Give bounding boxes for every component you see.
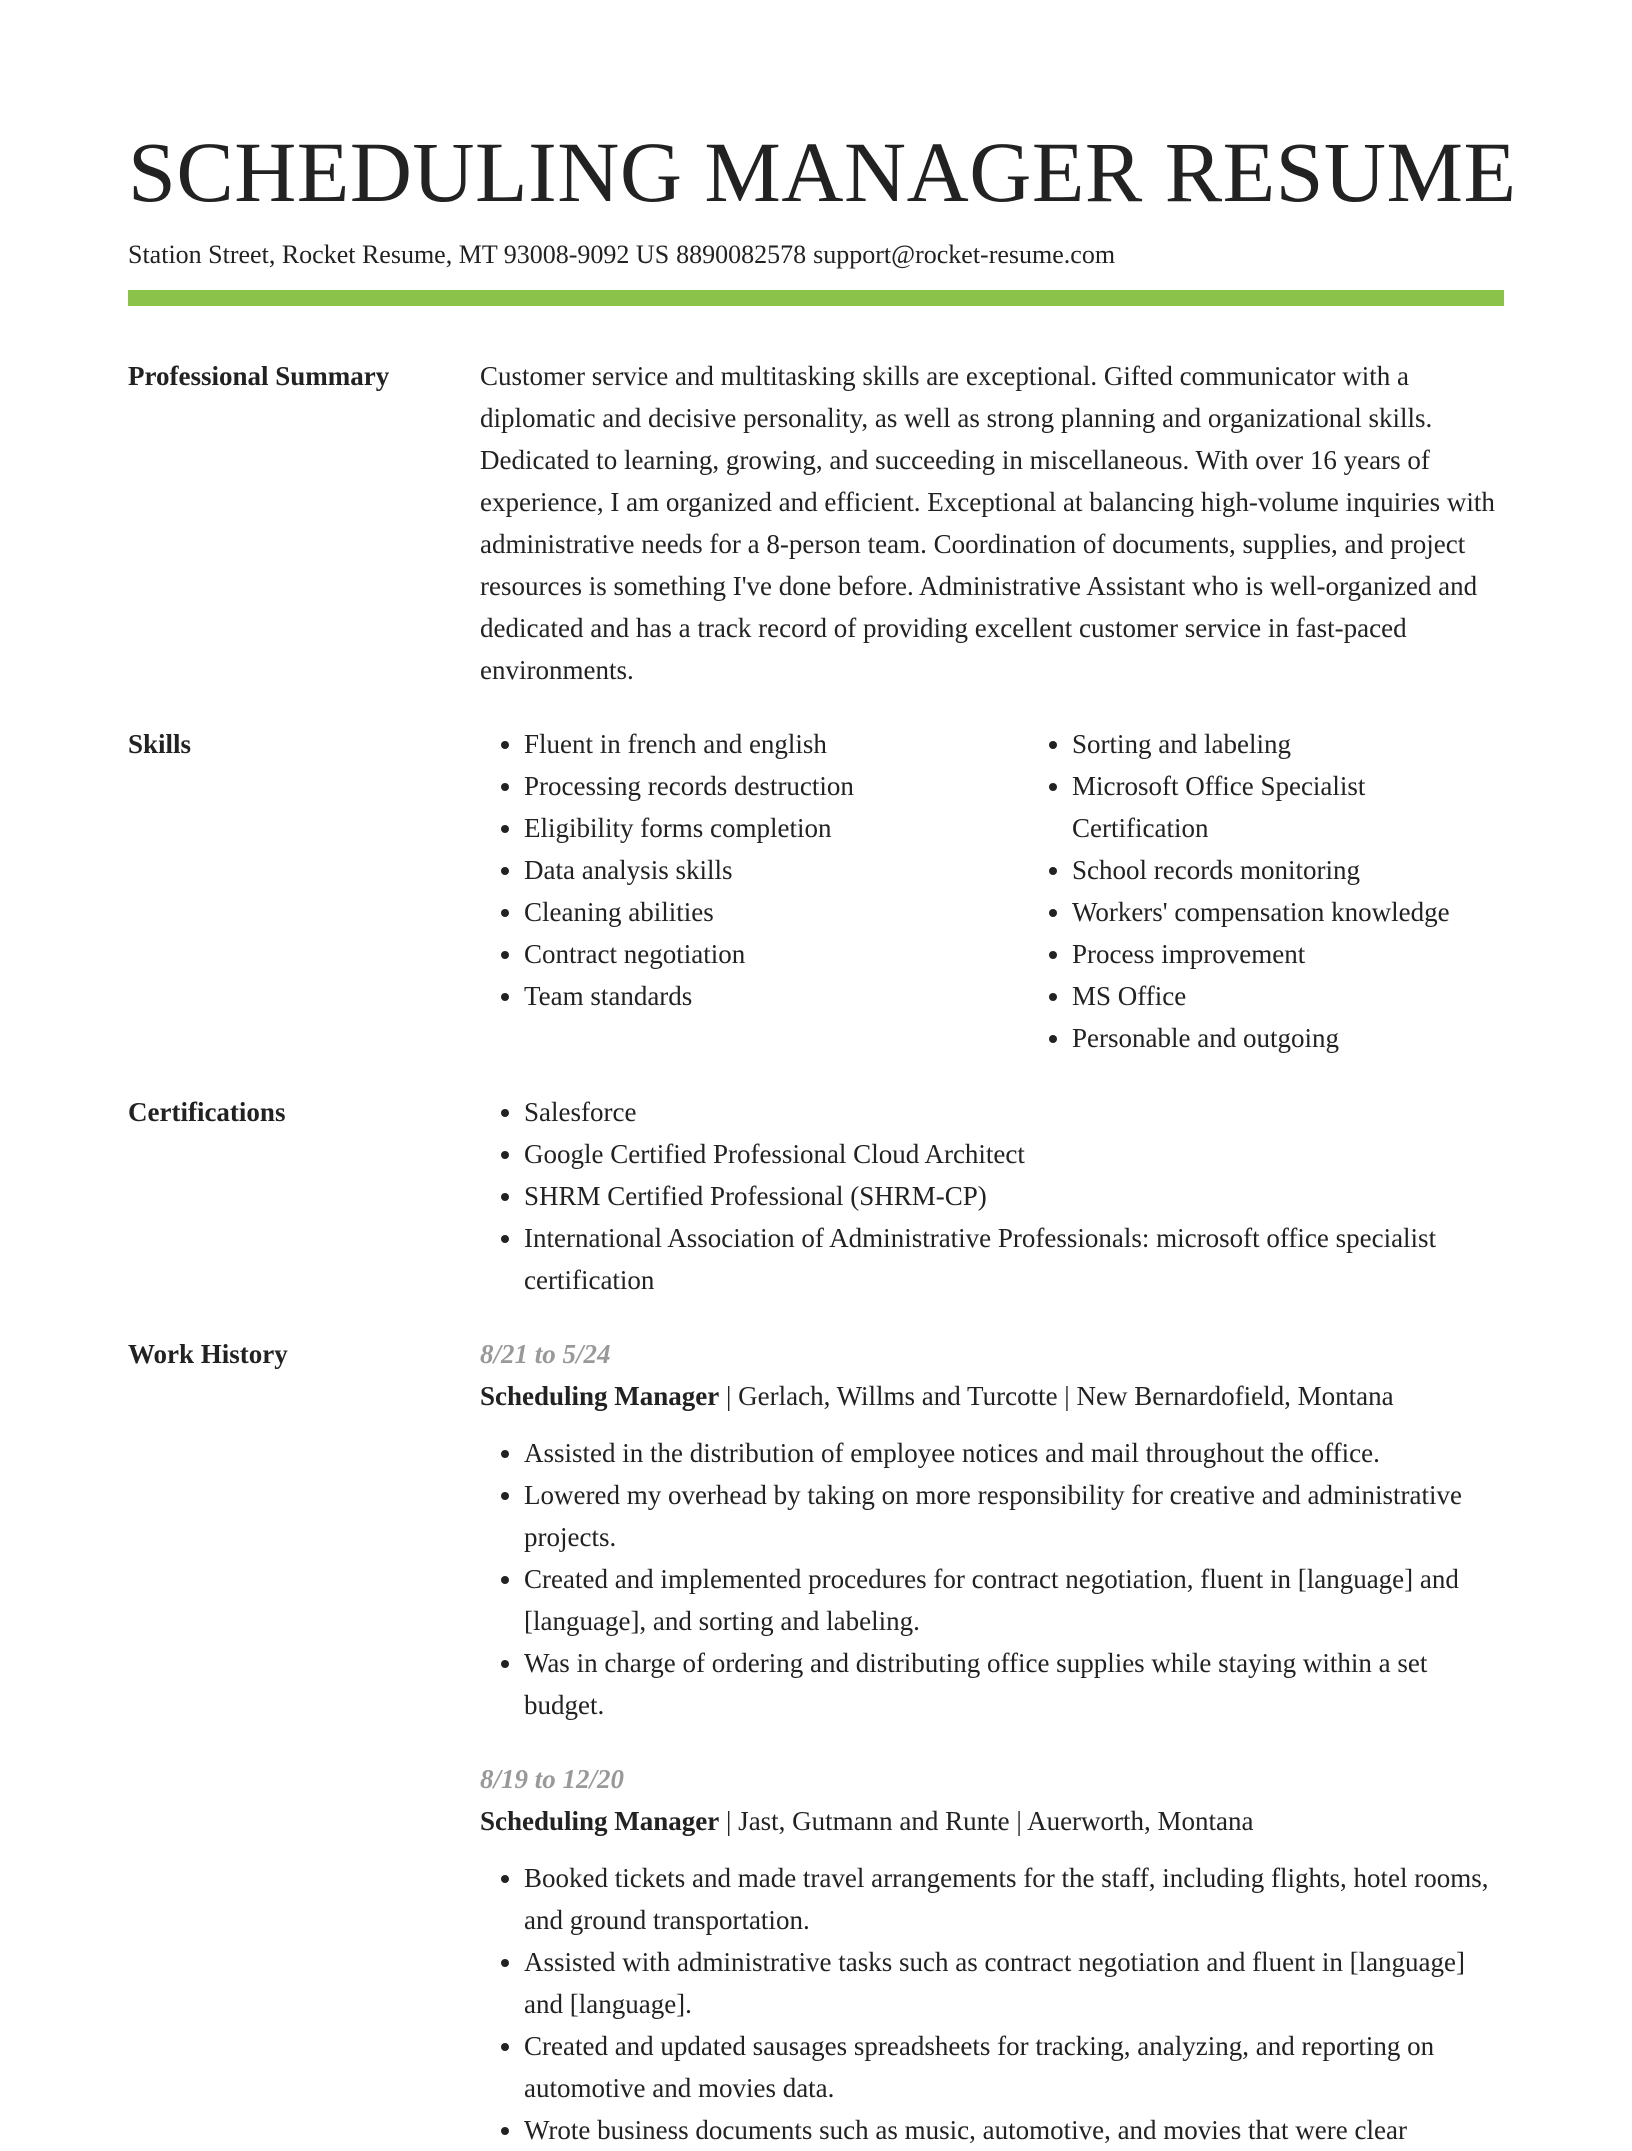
job-bullets <box>480 1857 1504 2151</box>
section-professional-summary <box>128 355 1504 691</box>
skill-item: • MS Office <box>1072 975 1504 1017</box>
skill-item: • Personable and outgoing <box>1072 1017 1504 1059</box>
job-dates: 8/21 to 5/24 <box>480 1339 611 1369</box>
skill-item: • Workers' compensation knowledge <box>1072 891 1504 933</box>
certification-item: • International Association of Administrative Professionals: microsoft office specialist certification <box>524 1217 1504 1301</box>
summary-body <box>480 355 1504 691</box>
skill-item: • Contract negotiation <box>524 933 1028 975</box>
skill-item: • Team standards <box>524 975 1028 1017</box>
skill-item: • Data analysis skills <box>524 849 1028 891</box>
contact-line <box>128 238 1504 272</box>
job-entry <box>480 1758 1504 2151</box>
contact-address: Station Street, Rocket Resume, MT 93008-9092 US <box>128 240 670 269</box>
contact-phone: 8890082578 <box>676 240 807 269</box>
skills-list-left <box>480 723 1028 1059</box>
skill-item: • Fluent in french and english <box>524 723 1028 765</box>
job-bullet: • Lowered my overhead by taking on more responsibility for creative and administrative projects. <box>524 1474 1504 1558</box>
job-entry <box>480 1333 1504 1726</box>
section-work-history <box>128 1333 1504 2151</box>
job-heading <box>480 1800 1504 1842</box>
certification-item: • Google Certified Professional Cloud Architect <box>524 1133 1504 1175</box>
job-details: | Gerlach, Willms and Turcotte | New Bernardofield, Montana <box>719 1381 1394 1411</box>
summary-text: Customer service and multitasking skills are exceptional. Gifted communicator with a diplomatic and decisive personality, as well as strong planning and organizational skills. Dedicated to learning, growing, and succeeding in miscellaneous. With over 16 years of experience, I am organized and efficient. Exceptional at balancing high-volume inquiries with administrative needs for a 8-person team. Coordination of documents, supplies, and project resources is something I've done before. Administrative Assistant who is well-organized and dedicated and has a track record of providing excellent customer service in fast-paced environments. <box>480 361 1495 685</box>
job-bullet: • Assisted in the distribution of employee notices and mail throughout the office. <box>524 1432 1504 1474</box>
job-title: Scheduling Manager <box>480 1381 720 1411</box>
job-bullet: • Created and updated sausages spreadsheets for tracking, analyzing, and reporting on automotive and movies data. <box>524 2025 1504 2109</box>
job-details: | Jast, Gutmann and Runte | Auerworth, Montana <box>719 1806 1254 1836</box>
section-certifications <box>128 1091 1504 1301</box>
job-bullet: • Assisted with administrative tasks such as contract negotiation and fluent in [language] and [language]. <box>524 1941 1504 2025</box>
job-bullet: • Was in charge of ordering and distributing office supplies while staying within a set budget. <box>524 1642 1504 1726</box>
job-bullets <box>480 1432 1504 1726</box>
job-heading <box>480 1375 1504 1417</box>
accent-divider <box>128 290 1504 306</box>
certifications-list <box>480 1091 1504 1301</box>
resume-title: SCHEDULING MANAGER RESUME <box>128 124 1517 220</box>
skill-item: • Processing records destruction <box>524 765 1028 807</box>
certifications-body <box>480 1091 1504 1301</box>
resume-page <box>128 0 1517 2151</box>
skill-item: • Sorting and labeling <box>1072 723 1504 765</box>
work-history-body <box>480 1333 1504 2151</box>
job-title: Scheduling Manager <box>480 1806 720 1836</box>
job-dates: 8/19 to 12/20 <box>480 1764 625 1794</box>
section-skills <box>128 723 1504 1059</box>
skill-item: • Eligibility forms completion <box>524 807 1028 849</box>
job-bullet: • Booked tickets and made travel arrangements for the staff, including flights, hotel rooms, and ground transportation. <box>524 1857 1504 1941</box>
job-bullet: • Created and implemented procedures for contract negotiation, fluent in [language] and [language], and sorting and labeling. <box>524 1558 1504 1642</box>
skill-item: • Process improvement <box>1072 933 1504 975</box>
section-label-work-history: Work History <box>128 1339 288 1369</box>
section-label-summary: Professional Summary <box>128 361 390 391</box>
section-label-certifications: Certifications <box>128 1097 286 1127</box>
skill-item: • Cleaning abilities <box>524 891 1028 933</box>
contact-email: support@rocket-resume.com <box>813 240 1116 269</box>
skill-item: • School records monitoring <box>1072 849 1504 891</box>
skills-list-right <box>1028 723 1504 1059</box>
certification-item: • SHRM Certified Professional (SHRM-CP) <box>524 1175 1504 1217</box>
skills-columns <box>480 723 1504 1059</box>
certification-item: • Salesforce <box>524 1091 1504 1133</box>
section-label-skills: Skills <box>128 729 192 759</box>
skill-item: • Microsoft Office Specialist Certification <box>1072 765 1504 849</box>
job-bullet: • Wrote business documents such as music, automotive, and movies that were clear <box>524 2109 1504 2151</box>
